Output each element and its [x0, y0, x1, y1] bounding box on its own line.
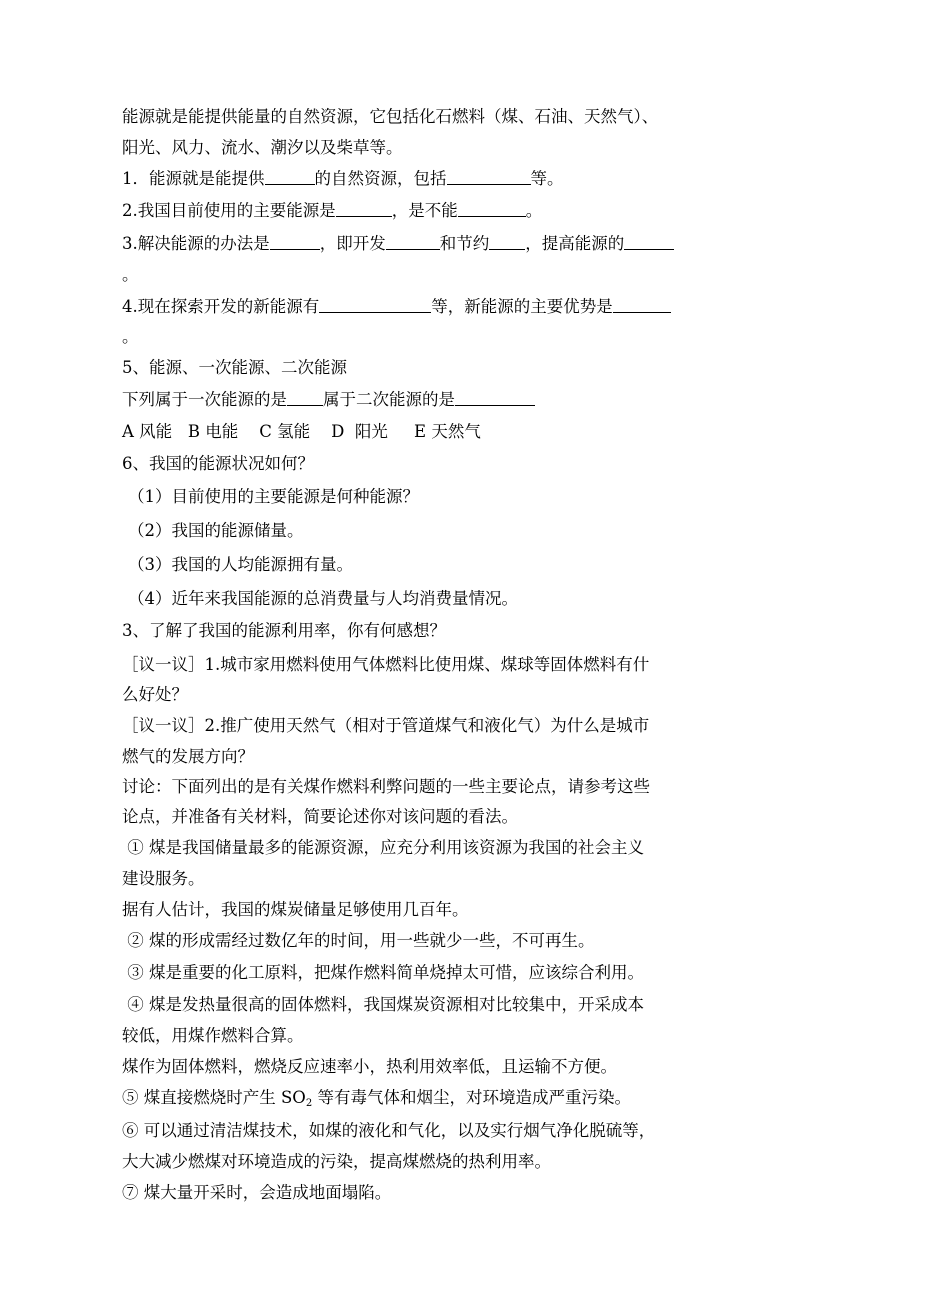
intro-line-1: 能源就是能提供能量的自然资源，它包括化石燃料（煤、石油、天然气）、 — [122, 107, 659, 126]
q2-text-c: 。 — [525, 201, 543, 220]
point-6-cont: 大大减少燃煤对环境造成的污染，提高煤燃烧的热利用率。 — [122, 1152, 551, 1171]
q1-text-a: 1．能源就是能提供 — [122, 169, 265, 188]
point-7: ⑦ 煤大量开采时，会造成地面塌陷。 — [122, 1183, 392, 1202]
q4-text-a: 4.现在探索开发的新能源有 — [122, 297, 320, 316]
q2-text-a: 2.我国目前使用的主要能源是 — [122, 201, 336, 220]
question-5 — [122, 389, 535, 411]
fill-blank — [265, 168, 315, 185]
question-7: 3、了解了我国的能源利用率，你有何感想？ — [122, 621, 446, 640]
discuss-1-line-2: 么好处？ — [122, 685, 188, 704]
discussion-line-2: 论点，并准备有关材料，简要论述你对该问题的看法。 — [122, 807, 518, 826]
point-1-note: 据有人估计，我国的煤炭储量足够使用几百年。 — [122, 900, 469, 919]
q2-text-b: ，是不能 — [391, 201, 458, 220]
question-5-title: 5、能源、一次能源、二次能源 — [122, 358, 347, 377]
point-1-cont: 建设服务。 — [122, 869, 205, 888]
fill-blank — [458, 200, 526, 217]
point-2: ② 煤的形成需经过数亿年的时间，用一些就少一些，不可再生。 — [122, 931, 595, 950]
point-5 — [122, 1087, 631, 1109]
discuss-1-line-1: ［议一议］1.城市家用燃料使用气体燃料比使用煤、煤球等固体燃料有什 — [122, 655, 650, 674]
discussion-line-1: 讨论：下面列出的是有关煤作燃料利弊问题的一些主要论点，请参考这些 — [122, 777, 650, 796]
question-6-item: （4）近年来我国能源的总消费量与人均消费量情况。 — [128, 589, 518, 608]
q4-text-b: 等，新能源的主要优势是 — [431, 297, 613, 316]
point-6: ⑥ 可以通过清洁煤技术，如煤的液化和气化，以及实行烟气净化脱硫等， — [122, 1121, 656, 1140]
discuss-2-line-2: 燃气的发展方向？ — [122, 747, 254, 766]
q3-text-d: ，提高能源的 — [525, 234, 625, 253]
point-5-text-a: ⑤ 煤直接燃烧时产生 SO — [122, 1088, 306, 1107]
point-4-cont: 较低，用煤作燃料合算。 — [122, 1026, 304, 1045]
q3-text-b: ，即开发 — [319, 234, 386, 253]
q3-text-a: 3.解决能源的办法是 — [122, 234, 270, 253]
q5-text-b: 属于二次能源的是 — [323, 390, 455, 409]
fill-blank — [447, 168, 531, 185]
point-4: ④ 煤是发热量很高的固体燃料，我国煤炭资源相对比较集中，开采成本 — [122, 995, 644, 1014]
question-6-item: （3）我国的人均能源拥有量。 — [128, 555, 353, 574]
question-4 — [122, 296, 671, 318]
question-3-tail: 。 — [122, 265, 139, 284]
question-2 — [122, 200, 542, 222]
fill-blank — [270, 233, 320, 250]
question-6-title: 6、我国的能源状况如何？ — [122, 454, 314, 473]
question-4-tail: 。 — [122, 327, 139, 346]
point-3: ③ 煤是重要的化工原料，把煤作燃料简单烧掉太可惜，应该综合利用。 — [122, 963, 644, 982]
question-6-item: （2）我国的能源储量。 — [128, 521, 304, 540]
question-1 — [122, 168, 564, 190]
q5-text-a: 下列属于一次能源的是 — [122, 390, 287, 409]
point-4-note: 煤作为固体燃料，燃烧反应速率小，热利用效率低，且运输不方便。 — [122, 1057, 617, 1076]
fill-blank — [624, 233, 674, 250]
question-5-options: A 风能 B 电能 C 氢能 D 阳光 E 天然气 — [122, 422, 481, 441]
fill-blank — [319, 296, 431, 313]
fill-blank — [613, 296, 671, 313]
question-3 — [122, 233, 674, 255]
fill-blank — [489, 233, 525, 250]
fill-blank — [386, 233, 440, 250]
intro-line-2: 阳光、风力、流水、潮汐以及柴草等。 — [122, 138, 403, 157]
question-6-item: （1）目前使用的主要能源是何种能源？ — [128, 487, 419, 506]
fill-blank — [336, 200, 392, 217]
q1-text-b: 的自然资源，包括 — [314, 169, 447, 188]
point-5-subscript: 2 — [305, 1098, 313, 1109]
fill-blank — [287, 389, 323, 406]
q1-text-c: 等。 — [530, 169, 564, 188]
discuss-2-line-1: ［议一议］2.推广使用天然气（相对于管道煤气和液化气）为什么是城市 — [122, 716, 650, 735]
fill-blank — [455, 389, 535, 406]
q3-text-c: 和节约 — [439, 234, 490, 253]
point-1: ① 煤是我国储量最多的能源资源，应充分利用该资源为我国的社会主义 — [122, 838, 644, 857]
point-5-text-b: 等有毒气体和烟尘，对环境造成严重污染。 — [312, 1088, 631, 1107]
